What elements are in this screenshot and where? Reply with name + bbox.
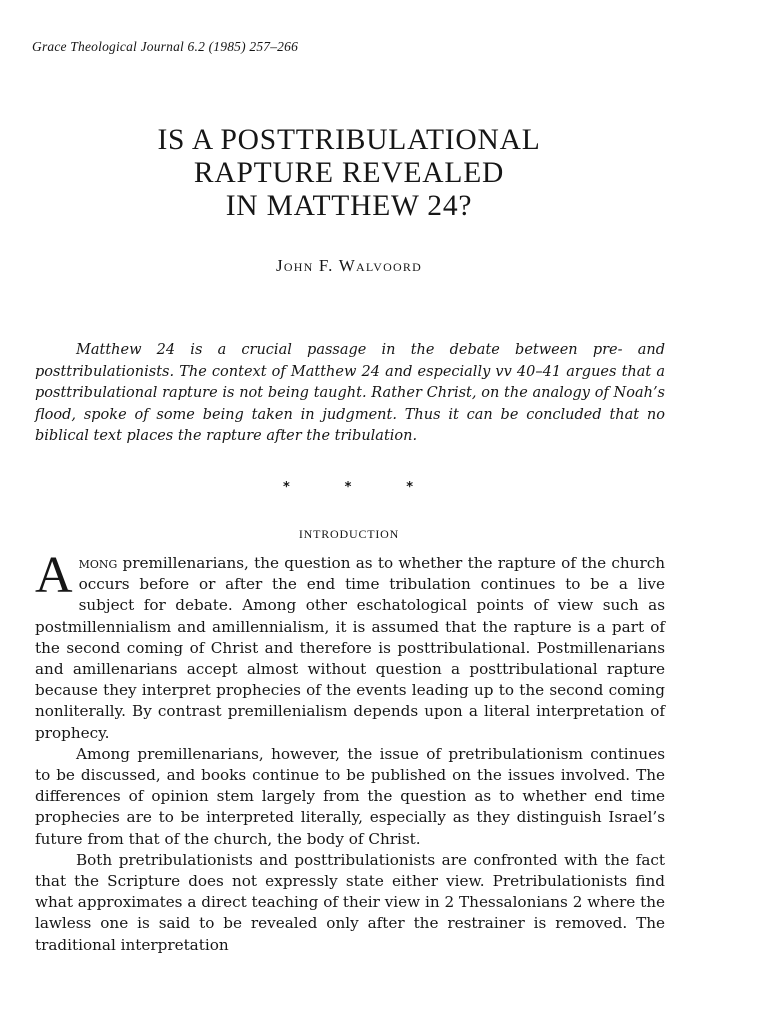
section-separator xyxy=(283,480,413,495)
lead-small-caps: mong xyxy=(78,554,118,572)
paragraph-1 xyxy=(35,547,665,744)
article-title xyxy=(0,124,698,223)
paragraph-2: Among premillenarians, however, the issue of pretribulationism continues to be discussed, and books continue to be published on the issues involved. The differences of opinion stem largely from the question as to whether end time prophecies are to be interpreted literally, especially as they distinguish Israel’s future from that of the church, the body of Christ. xyxy=(35,744,665,848)
title-line-3: IN MATTHEW 24? xyxy=(225,190,473,222)
title-line-2: RAPTURE REVEALED xyxy=(193,157,505,189)
abstract-text: Matthew 24 is a crucial passage in the debate between pre- and posttribulationists. The context of Matthew 24 and especially vv 40–41 argues that a posttribulational rapture is not being taught. Rather Christ, on the analogy of Noah’s flood, spoke of some being taken in judgment. Thus it can be concluded that no biblical text places the rapture after the tribulation. xyxy=(35,342,665,444)
drop-cap: A xyxy=(35,547,73,604)
separator-star: * xyxy=(344,480,352,495)
paragraph-3: Both pretribulationists and posttribulationists are confronted with the fact that the Scripture does not expressly state either view. Pretribulationists find what approximates a direct teaching of their view in 2 Thessalonians 2 where the lawless one is said to be revealed only after the restrainer is removed. The traditional interpretation xyxy=(35,850,665,954)
title-line-1: IS A POSTTRIBULATIONAL xyxy=(157,124,541,156)
article-author: John F. Walvoord xyxy=(276,256,422,275)
separator-star: * xyxy=(283,480,290,495)
separator-star: * xyxy=(406,480,413,495)
body-text xyxy=(35,547,665,956)
abstract xyxy=(35,340,665,448)
paragraph-1-text: premillenarians, the question as to whether the rapture of the church occurs before or after the end time tribulation continues to be a live subject for debate. Among other eschatological points of view such as postmillennialism and amillennialism, it is assumed that the rapture is a part of the second coming of Christ and therefore is posttribulational. Postmillenarians and amillenarians accept almost without question a posttribulational rapture because they interpret prophecies of the events leading up to the second coming nonliterally. By contrast premillenialism depends upon a literal interpretation of prophecy. xyxy=(35,554,665,742)
journal-citation: Grace Theological Journal 6.2 (1985) 257–266 xyxy=(32,39,299,54)
section-heading: INTRODUCTION xyxy=(298,527,400,541)
